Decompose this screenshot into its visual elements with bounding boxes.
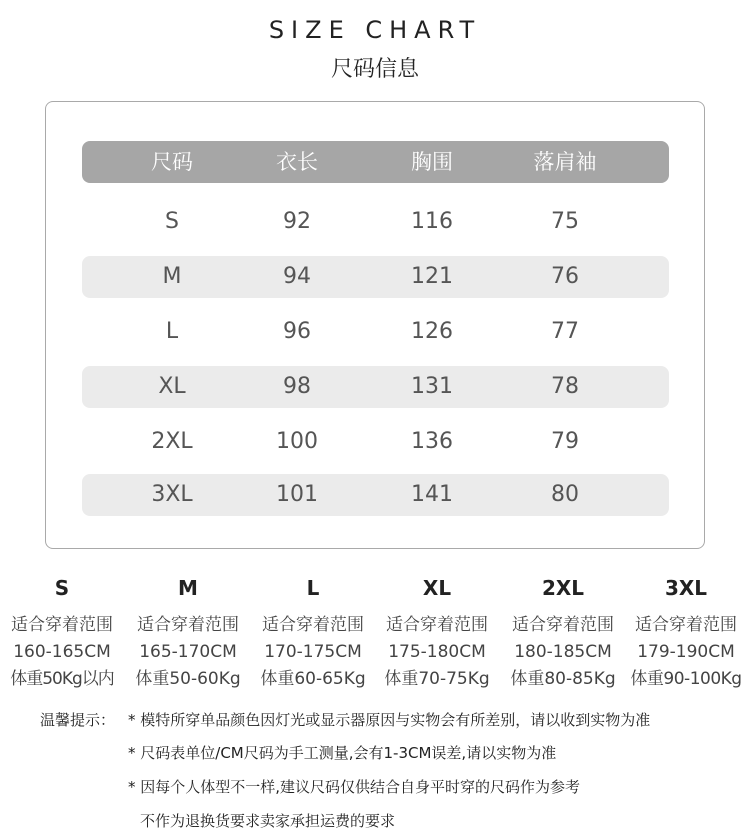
- header-chest: 胸围: [411, 150, 453, 174]
- fit-label: 适合穿着范围: [137, 615, 239, 635]
- notes-label: 温馨提示：: [40, 711, 116, 729]
- row-chest: 131: [411, 374, 453, 399]
- fit-guide-column: [626, 574, 746, 693]
- note-line: * 模特所穿单品颜色因灯光或显示器原因与实物会有所差别，请以收到实物为准: [128, 711, 651, 729]
- fit-height: 175-180CM: [388, 642, 486, 662]
- row-sleeve: 80: [551, 482, 579, 507]
- row-chest: 126: [411, 319, 453, 344]
- row-chest: 136: [411, 429, 453, 454]
- fit-size: L: [306, 576, 320, 600]
- fit-weight: 体重50-60Kg: [135, 669, 241, 689]
- row-sleeve: 79: [551, 429, 579, 454]
- fit-label: 适合穿着范围: [512, 615, 614, 635]
- fit-guide-column: [253, 574, 373, 693]
- note-line: 不作为退换货要求卖家承担运费的要求: [140, 812, 396, 830]
- row-size: S: [165, 209, 179, 234]
- fit-label: 适合穿着范围: [11, 615, 113, 635]
- row-size: 3XL: [151, 482, 193, 507]
- table-row: [82, 474, 669, 516]
- note-line: * 尺码表单位/CM尺码为手工测量,会有1-3CM误差,请以实物为准: [128, 744, 557, 762]
- table-row: [82, 201, 669, 243]
- fit-guide-column: [503, 574, 623, 693]
- row-chest: 141: [411, 482, 453, 507]
- fit-height: 165-170CM: [139, 642, 237, 662]
- fit-weight: 体重90-100Kg: [630, 669, 742, 689]
- fit-label: 适合穿着范围: [262, 615, 364, 635]
- table-row: [82, 256, 669, 298]
- table-row: [82, 311, 669, 353]
- row-chest: 116: [411, 209, 453, 234]
- table-row: [82, 366, 669, 408]
- fit-height: 179-190CM: [637, 642, 735, 662]
- row-size: M: [162, 264, 182, 289]
- fit-size: XL: [422, 576, 452, 600]
- fit-guide-column: [377, 574, 497, 693]
- header-length: 衣长: [276, 150, 318, 174]
- fit-size: M: [178, 576, 198, 600]
- row-chest: 121: [411, 264, 453, 289]
- header-size: 尺码: [151, 150, 193, 174]
- fit-label: 适合穿着范围: [635, 615, 737, 635]
- fit-height: 170-175CM: [264, 642, 362, 662]
- row-sleeve: 77: [551, 319, 579, 344]
- row-sleeve: 75: [551, 209, 579, 234]
- row-size: L: [165, 319, 179, 344]
- row-sleeve: 78: [551, 374, 579, 399]
- fit-guide-column: [2, 574, 122, 693]
- fit-weight: 体重60-65Kg: [260, 669, 366, 689]
- row-size: 2XL: [151, 429, 193, 454]
- row-length: 100: [276, 429, 318, 454]
- row-size: XL: [158, 374, 186, 399]
- row-length: 92: [283, 209, 311, 234]
- fit-weight: 体重70-75Kg: [384, 669, 490, 689]
- table-row: [82, 421, 669, 463]
- row-length: 94: [283, 264, 311, 289]
- fit-size: 2XL: [541, 576, 585, 600]
- fit-weight: 体重80-85Kg: [510, 669, 616, 689]
- fit-guide-column: [128, 574, 248, 693]
- title-cn: 尺码信息: [330, 57, 419, 82]
- note-line: * 因每个人体型不一样,建议尺码仅供结合自身平时穿的尺码作为参考: [128, 778, 581, 796]
- row-length: 98: [283, 374, 311, 399]
- header-sleeve: 落肩袖: [533, 150, 597, 174]
- row-sleeve: 76: [551, 264, 579, 289]
- fit-size: S: [54, 576, 70, 600]
- row-length: 101: [276, 482, 318, 507]
- row-length: 96: [283, 319, 311, 344]
- size-table-header: [82, 141, 669, 183]
- fit-height: 180-185CM: [514, 642, 612, 662]
- fit-size: 3XL: [664, 576, 708, 600]
- fit-label: 适合穿着范围: [386, 615, 488, 635]
- fit-height: 160-165CM: [13, 642, 111, 662]
- title-en: SIZE CHART: [268, 16, 482, 44]
- fit-weight: 体重50Kg以内: [10, 669, 114, 689]
